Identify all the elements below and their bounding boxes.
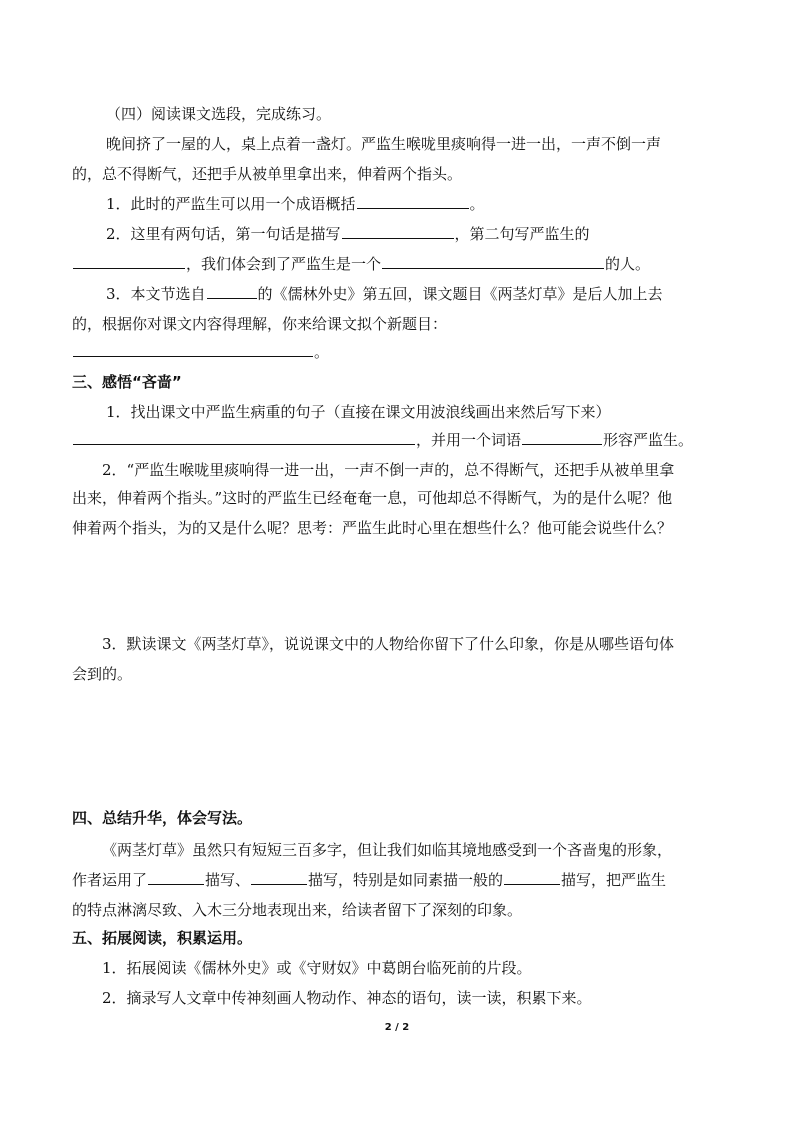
question-3-3-line-2: 会到的。 — [72, 665, 133, 683]
question-3-2-line-2: 出来，伸着两个指头。”这时的严监生已经奄奄一息，可他却总不得断气，为的是什么呢？他 — [72, 489, 673, 507]
question-4-2 — [72, 224, 766, 244]
part3-heading: 三、感悟“吝啬” — [72, 373, 182, 391]
part4-line-1: 《两茎灯草》虽然只有短短三百多字，但让我们如临其境地感受到一个吝啬鬼的形象， — [102, 841, 673, 859]
answer-blank[interactable] — [357, 194, 469, 209]
question-3-1-text-c: 形容严监生。 — [603, 431, 694, 449]
answer-blank[interactable] — [251, 870, 307, 885]
question-5-1: 1．拓展阅读《儒林外史》或《守财奴》中葛朗台临死前的片段。 — [102, 959, 532, 977]
question-4-2-text-c: ，我们体会到了严监生是一个 — [186, 255, 382, 273]
question-4-2-text-a: 2．这里有两句话，第一句话是描写 — [106, 225, 341, 243]
answer-blank[interactable] — [504, 870, 560, 885]
answer-blank[interactable] — [382, 254, 604, 269]
question-4-3-end: 。 — [314, 343, 330, 361]
answer-blank[interactable] — [73, 254, 185, 269]
answer-blank[interactable] — [342, 224, 454, 239]
question-3-3-line-1: 3．默读课文《两茎灯草》，说说课文中的人物给你留下了什么印象，你是从哪些语句体 — [102, 635, 675, 653]
part4-heading: 四、总结升华，体会写法。 — [72, 809, 253, 827]
question-4-2-text-b: ，第二句写严监生的 — [454, 225, 590, 243]
question-4-3-line-2: 的，根据你对课文内容得理解，你来给课文拟个新题目： — [72, 315, 448, 333]
question-3-2-line-3: 伸着两个指头，为的又是什么呢？思考：严监生此时心里在想些什么？他可能会说些什么？ — [72, 519, 673, 537]
question-4-1 — [72, 194, 766, 214]
passage-line-1: 晚间挤了一屋的人，桌上点着一盏灯。严监生喉咙里痰响得一进一出，一声不倒一声 — [106, 135, 662, 153]
answer-blank[interactable] — [148, 870, 204, 885]
part4-text-a: 作者运用了 — [72, 871, 148, 889]
part4-text-d: 描写，把严监生 — [561, 871, 667, 889]
section4-title: （四）阅读课文选段，完成练习。 — [106, 105, 332, 123]
part5-heading: 五、拓展阅读，积累运用。 — [72, 929, 253, 947]
passage-line-2: 的，总不得断气，还把手从被单里拿出来，伸着两个指头。 — [72, 165, 463, 183]
question-3-1-text-b: ，并用一个词语 — [416, 431, 522, 449]
question-3-1: 1．找出课文中严监生病重的句子（直接在课文用波浪线画出来然后写下来） — [106, 403, 611, 421]
question-4-3-text-b: 的《儒林外史》第五回，课文题目《两茎灯草》是后人加上去 — [257, 285, 663, 303]
question-4-2-text-d: 的人。 — [605, 255, 651, 273]
answer-blank[interactable] — [73, 430, 415, 445]
question-4-2-cont — [72, 254, 732, 274]
question-5-2: 2．摘录写人文章中传神刻画人物动作、神态的语句，读一读，积累下来。 — [102, 989, 592, 1007]
question-4-3-text-a: 3．本文节选自 — [106, 285, 206, 303]
part4-line-2 — [72, 870, 732, 890]
question-4-3 — [72, 284, 766, 304]
part4-text-c: 描写，特别是如同素描一般的 — [308, 871, 504, 889]
page-number: 2 / 2 — [384, 1022, 410, 1033]
question-3-2-line-1: 2．“严监生喉咙里痰响得一进一出，一声不倒一声的，总不得断气，还把手从被单里拿 — [102, 461, 675, 479]
question-4-3-line-3 — [72, 342, 732, 362]
answer-blank[interactable] — [522, 430, 602, 445]
question-4-1-text: 1．此时的严监生可以用一个成语概括 — [106, 195, 356, 213]
question-3-1-cont — [72, 430, 732, 450]
part4-line-3: 的特点淋漓尽致、入木三分地表现出来，给读者留下了深刻的印象。 — [72, 901, 523, 919]
question-4-1-end: 。 — [469, 195, 485, 213]
answer-blank[interactable] — [207, 284, 257, 299]
part4-text-b: 描写、 — [205, 871, 251, 889]
answer-blank[interactable] — [73, 342, 313, 357]
